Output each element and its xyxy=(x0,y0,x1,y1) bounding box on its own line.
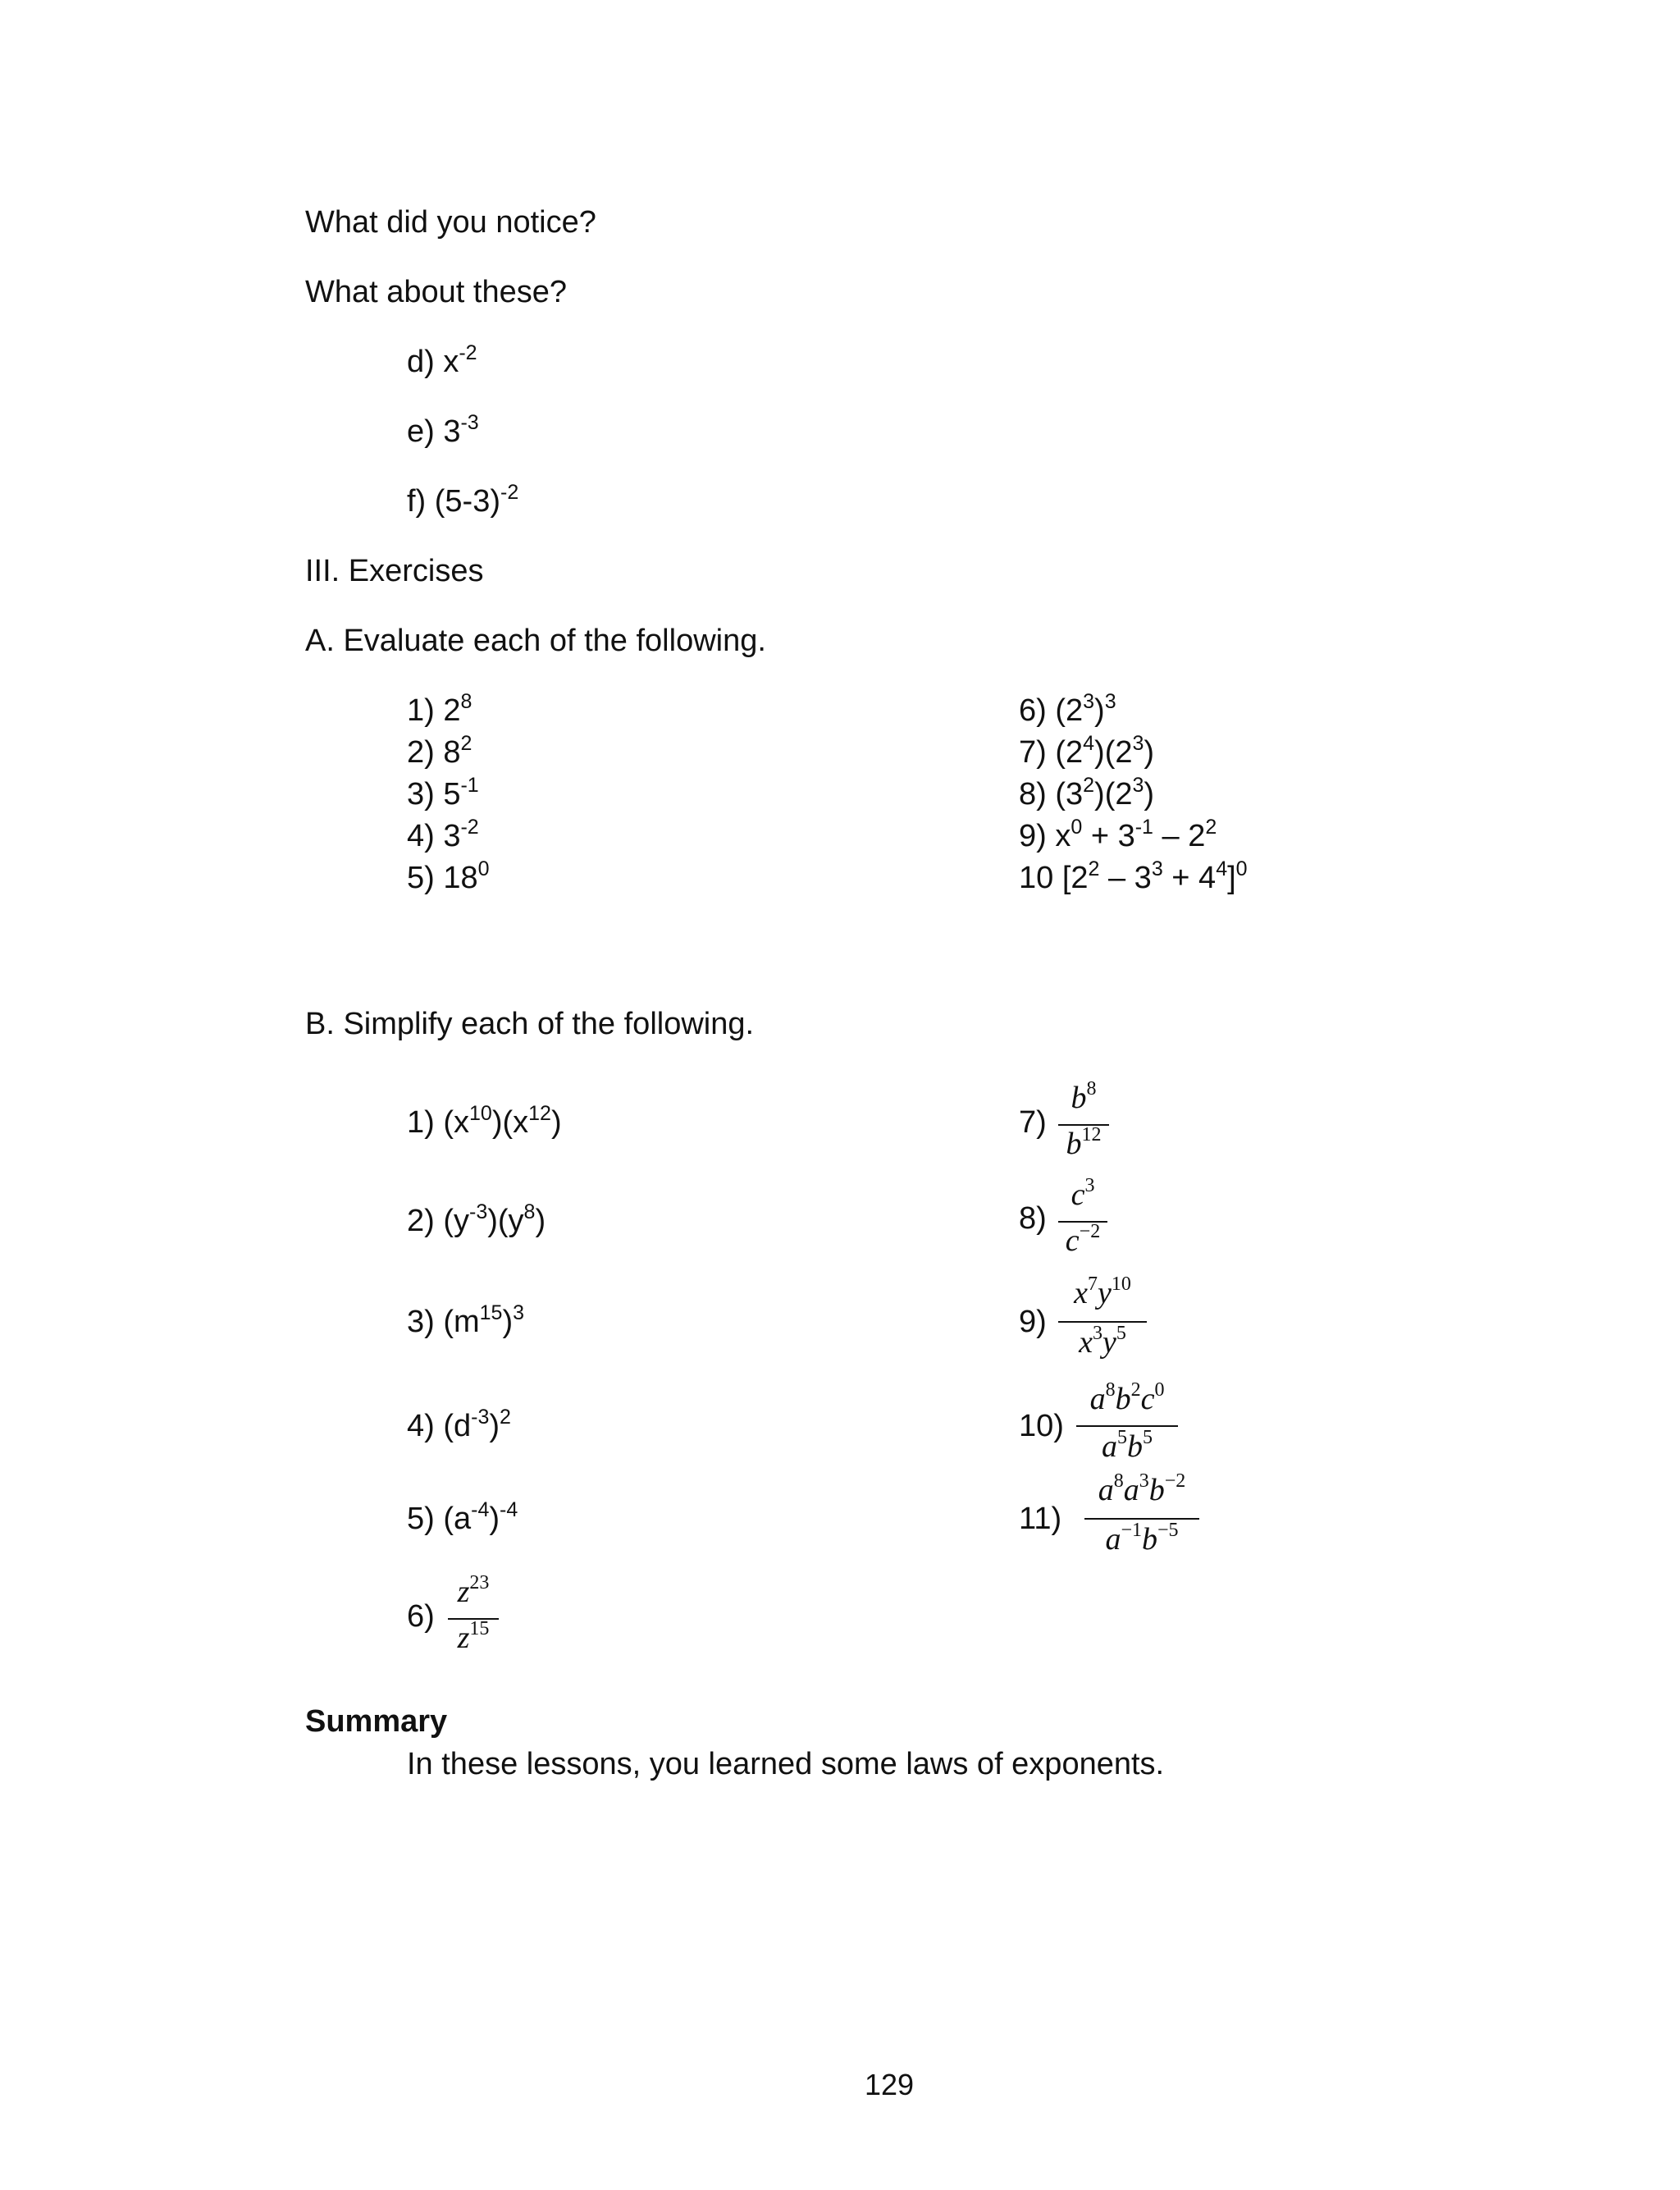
part-b-item-5: 5) $(a^{-4})^{-4}$ xyxy=(407,1498,518,1536)
part-b-item-11-label: 11) xyxy=(1019,1502,1062,1536)
part-b-item-10-label: 10) xyxy=(1019,1409,1064,1443)
part-b-item-6-label: 6) xyxy=(407,1599,435,1634)
numerator: $a^8a^3b^{-2}$ xyxy=(1098,1470,1186,1507)
denominator: $b^{12}$ xyxy=(1066,1124,1102,1161)
part-a-item-1: 1) $2^8$ xyxy=(407,690,472,728)
part-b-item-2: 2) $(y^{-3})(y^8)$ xyxy=(407,1200,546,1238)
part-b-item-4: 4) $(d^{-3})^2$ xyxy=(407,1406,511,1443)
denominator: $c^{-2}$ xyxy=(1065,1221,1101,1258)
fraction-bar xyxy=(1076,1425,1178,1427)
summary-title: Summary xyxy=(305,1704,448,1739)
part-a-item-7: 7) $(2^4)(2^3)$ xyxy=(1019,732,1155,770)
part-b-item-1: 1) $(x^{10})(x^{12})$ xyxy=(407,1102,562,1140)
part-b-item-8-fraction xyxy=(1058,1175,1107,1260)
part-b-item-11-fraction xyxy=(1084,1470,1199,1566)
intro-item-f: f) $(5-3)^{-2}$ xyxy=(407,481,519,519)
part-b-item-6-fraction xyxy=(448,1572,499,1657)
fraction-bar xyxy=(1058,1321,1147,1323)
part-b-item-9-label: 9) xyxy=(1019,1305,1047,1339)
part-a-item-8: 8) $(3^2)(2^3)$ xyxy=(1019,774,1155,812)
numerator: $a^8b^2c^0$ xyxy=(1089,1379,1165,1416)
part-a-item-5: 5) $18^0$ xyxy=(407,857,490,895)
intro-item-e: e) $3^{-3}$ xyxy=(407,411,479,449)
fraction-bar xyxy=(1084,1518,1199,1520)
part-b-item-7-fraction xyxy=(1058,1078,1109,1164)
part-a-item-10: 10 $[2^2 - 3^3 + 4^4]^0$ xyxy=(1019,857,1248,895)
part-a-item-2: 2) $8^2$ xyxy=(407,732,472,770)
denominator: $x^3y^5$ xyxy=(1079,1323,1126,1360)
question-these: What about these? xyxy=(305,275,567,309)
numerator: $z^{23}$ xyxy=(457,1572,490,1609)
numerator: $b^8$ xyxy=(1071,1078,1097,1115)
part-b-item-3: 3) $(m^{15})^3$ xyxy=(407,1301,525,1339)
summary-text: In these lessons, you learned some laws of exponents. xyxy=(407,1747,1165,1781)
part-b-item-7-label: 7) xyxy=(1019,1105,1047,1140)
question-notice: What did you notice? xyxy=(305,205,596,240)
page-number: 129 xyxy=(865,2068,915,2101)
part-b-title: B. Simplify each of the following. xyxy=(305,1007,755,1041)
numerator: $x^7y^{10}$ xyxy=(1074,1273,1131,1310)
section-exercises-title: III. Exercises xyxy=(305,554,484,588)
part-a-item-9: 9) $x^0 + 3^{-1} - 2^2$ xyxy=(1019,816,1217,853)
intro-item-d: d) $x^{-2}$ xyxy=(407,341,477,379)
denominator: $z^{15}$ xyxy=(457,1618,490,1655)
part-a-item-3: 3) $5^{-1}$ xyxy=(407,774,479,812)
part-a-title: A. Evaluate each of the following. xyxy=(305,624,766,658)
part-a-item-4: 4) $3^{-2}$ xyxy=(407,816,479,853)
numerator: $c^3$ xyxy=(1071,1175,1095,1212)
part-a-item-6: 6) $(2^3)^3$ xyxy=(1019,690,1116,728)
denominator: $a^{-1}b^{-5}$ xyxy=(1105,1520,1179,1557)
part-b-item-10-fraction xyxy=(1076,1379,1178,1473)
part-b-item-9-fraction xyxy=(1058,1273,1147,1367)
part-b-item-8-label: 8) xyxy=(1019,1201,1047,1236)
denominator: $a^5b^5$ xyxy=(1102,1427,1153,1464)
